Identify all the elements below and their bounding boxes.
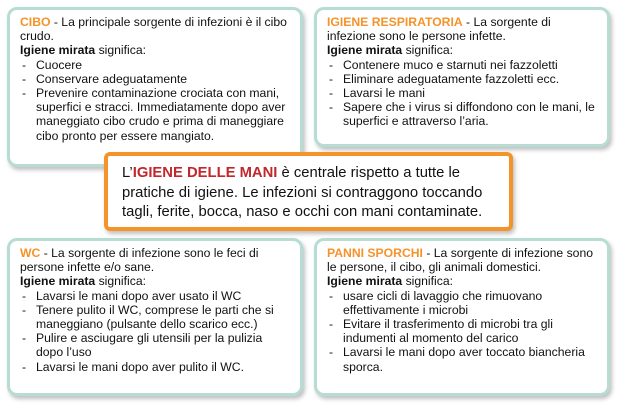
list-item: - Contenere muco e starnuti nei fazzoletti <box>327 58 599 72</box>
card-cibo <box>7 7 303 167</box>
card-wc-keyword: WC <box>20 246 41 260</box>
card-resp-intro <box>327 15 599 43</box>
card-cibo-intro <box>20 15 292 43</box>
card-wc-intro-text: - La sorgente di infezione sono le feci di persone infette e/o sane. <box>20 246 259 275</box>
card-panni-igiene-label: Igiene mirata <box>327 274 403 289</box>
list-item: - Prevenire contaminazione crociata con mani, superfici e stracci. Immediatamente dopo aver maneggiato cibo crudo e prima di maneggiare cibo pronto per essere mangiato. <box>20 86 292 143</box>
list-item: - Tenere pulito il WC, comprese le parti che si maneggiano (pulsante dello scarico ecc.) <box>20 303 292 331</box>
card-wc-igiene-label: Igiene mirata <box>20 274 96 289</box>
card-wc <box>7 238 303 396</box>
card-cibo-list <box>20 58 292 143</box>
card-panni-igiene-heading <box>327 274 599 288</box>
card-cibo-keyword: CIBO <box>20 15 51 29</box>
center-keyword: IGIENE DELLE MANI <box>132 165 278 181</box>
list-item: - Evitare il trasferimento di microbi tra gli indumenti al momento del carico <box>327 317 599 345</box>
card-panni-sporchi <box>314 238 610 396</box>
card-resp-intro-text: - La sorgente di infezione sono le persone infette. <box>327 15 551 44</box>
card-cibo-igiene-suffix: significa: <box>95 43 146 58</box>
center-text: è centrale rispetto a tutte le pratiche di igiene. Le infezioni si contraggono toccando tagli, ferite, bocca, naso e occhi con mani contaminate. <box>122 165 483 220</box>
card-resp-list <box>327 58 599 129</box>
center-prefix: L’ <box>122 165 133 181</box>
list-item: - Conservare adeguatamente <box>20 72 292 86</box>
list-item: - Eliminare adeguatamente fazzoletti ecc. <box>327 72 599 86</box>
card-panni-list <box>327 289 599 374</box>
card-resp-keyword: IGIENE RESPIRATORIA <box>327 15 463 29</box>
card-cibo-intro-text: - La principale sorgente di infezioni è il cibo crudo. <box>20 15 287 44</box>
card-resp-igiene-heading <box>327 43 599 57</box>
card-wc-intro <box>20 246 292 274</box>
card-panni-intro-text: - La sorgente di infezione sono le persone, il cibo, gli animali domestici. <box>327 246 593 275</box>
card-panni-intro <box>327 246 599 274</box>
list-item: - Sapere che i virus si diffondono con le mani, le superfici e attraverso l’aria. <box>327 100 599 128</box>
card-wc-igiene-suffix: significa: <box>95 274 146 289</box>
card-panni-keyword: PANNI SPORCHI <box>327 246 423 260</box>
list-item: - Lavarsi le mani dopo aver toccato biancheria sporca. <box>327 345 599 373</box>
card-igiene-respiratoria <box>314 7 610 147</box>
card-panni-igiene-suffix: significa: <box>402 274 453 289</box>
list-item: - Lavarsi le mani dopo aver pulito il WC. <box>20 360 292 374</box>
center-igiene-mani-box <box>104 152 513 231</box>
card-wc-list <box>20 289 292 374</box>
card-resp-igiene-suffix: significa: <box>402 43 453 58</box>
card-cibo-igiene-heading <box>20 43 292 57</box>
list-item: - usare cicli di lavaggio che rimuovano effettivamente i microbi <box>327 289 599 317</box>
card-resp-igiene-label: Igiene mirata <box>327 43 403 58</box>
card-cibo-igiene-label: Igiene mirata <box>20 43 96 58</box>
list-item: - Pulire e asciugare gli utensili per la pulizia dopo l’uso <box>20 331 292 359</box>
card-wc-igiene-heading <box>20 274 292 288</box>
list-item: - Lavarsi le mani dopo aver usato il WC <box>20 289 292 303</box>
list-item: - Lavarsi le mani <box>327 86 599 100</box>
list-item: - Cuocere <box>20 58 292 72</box>
